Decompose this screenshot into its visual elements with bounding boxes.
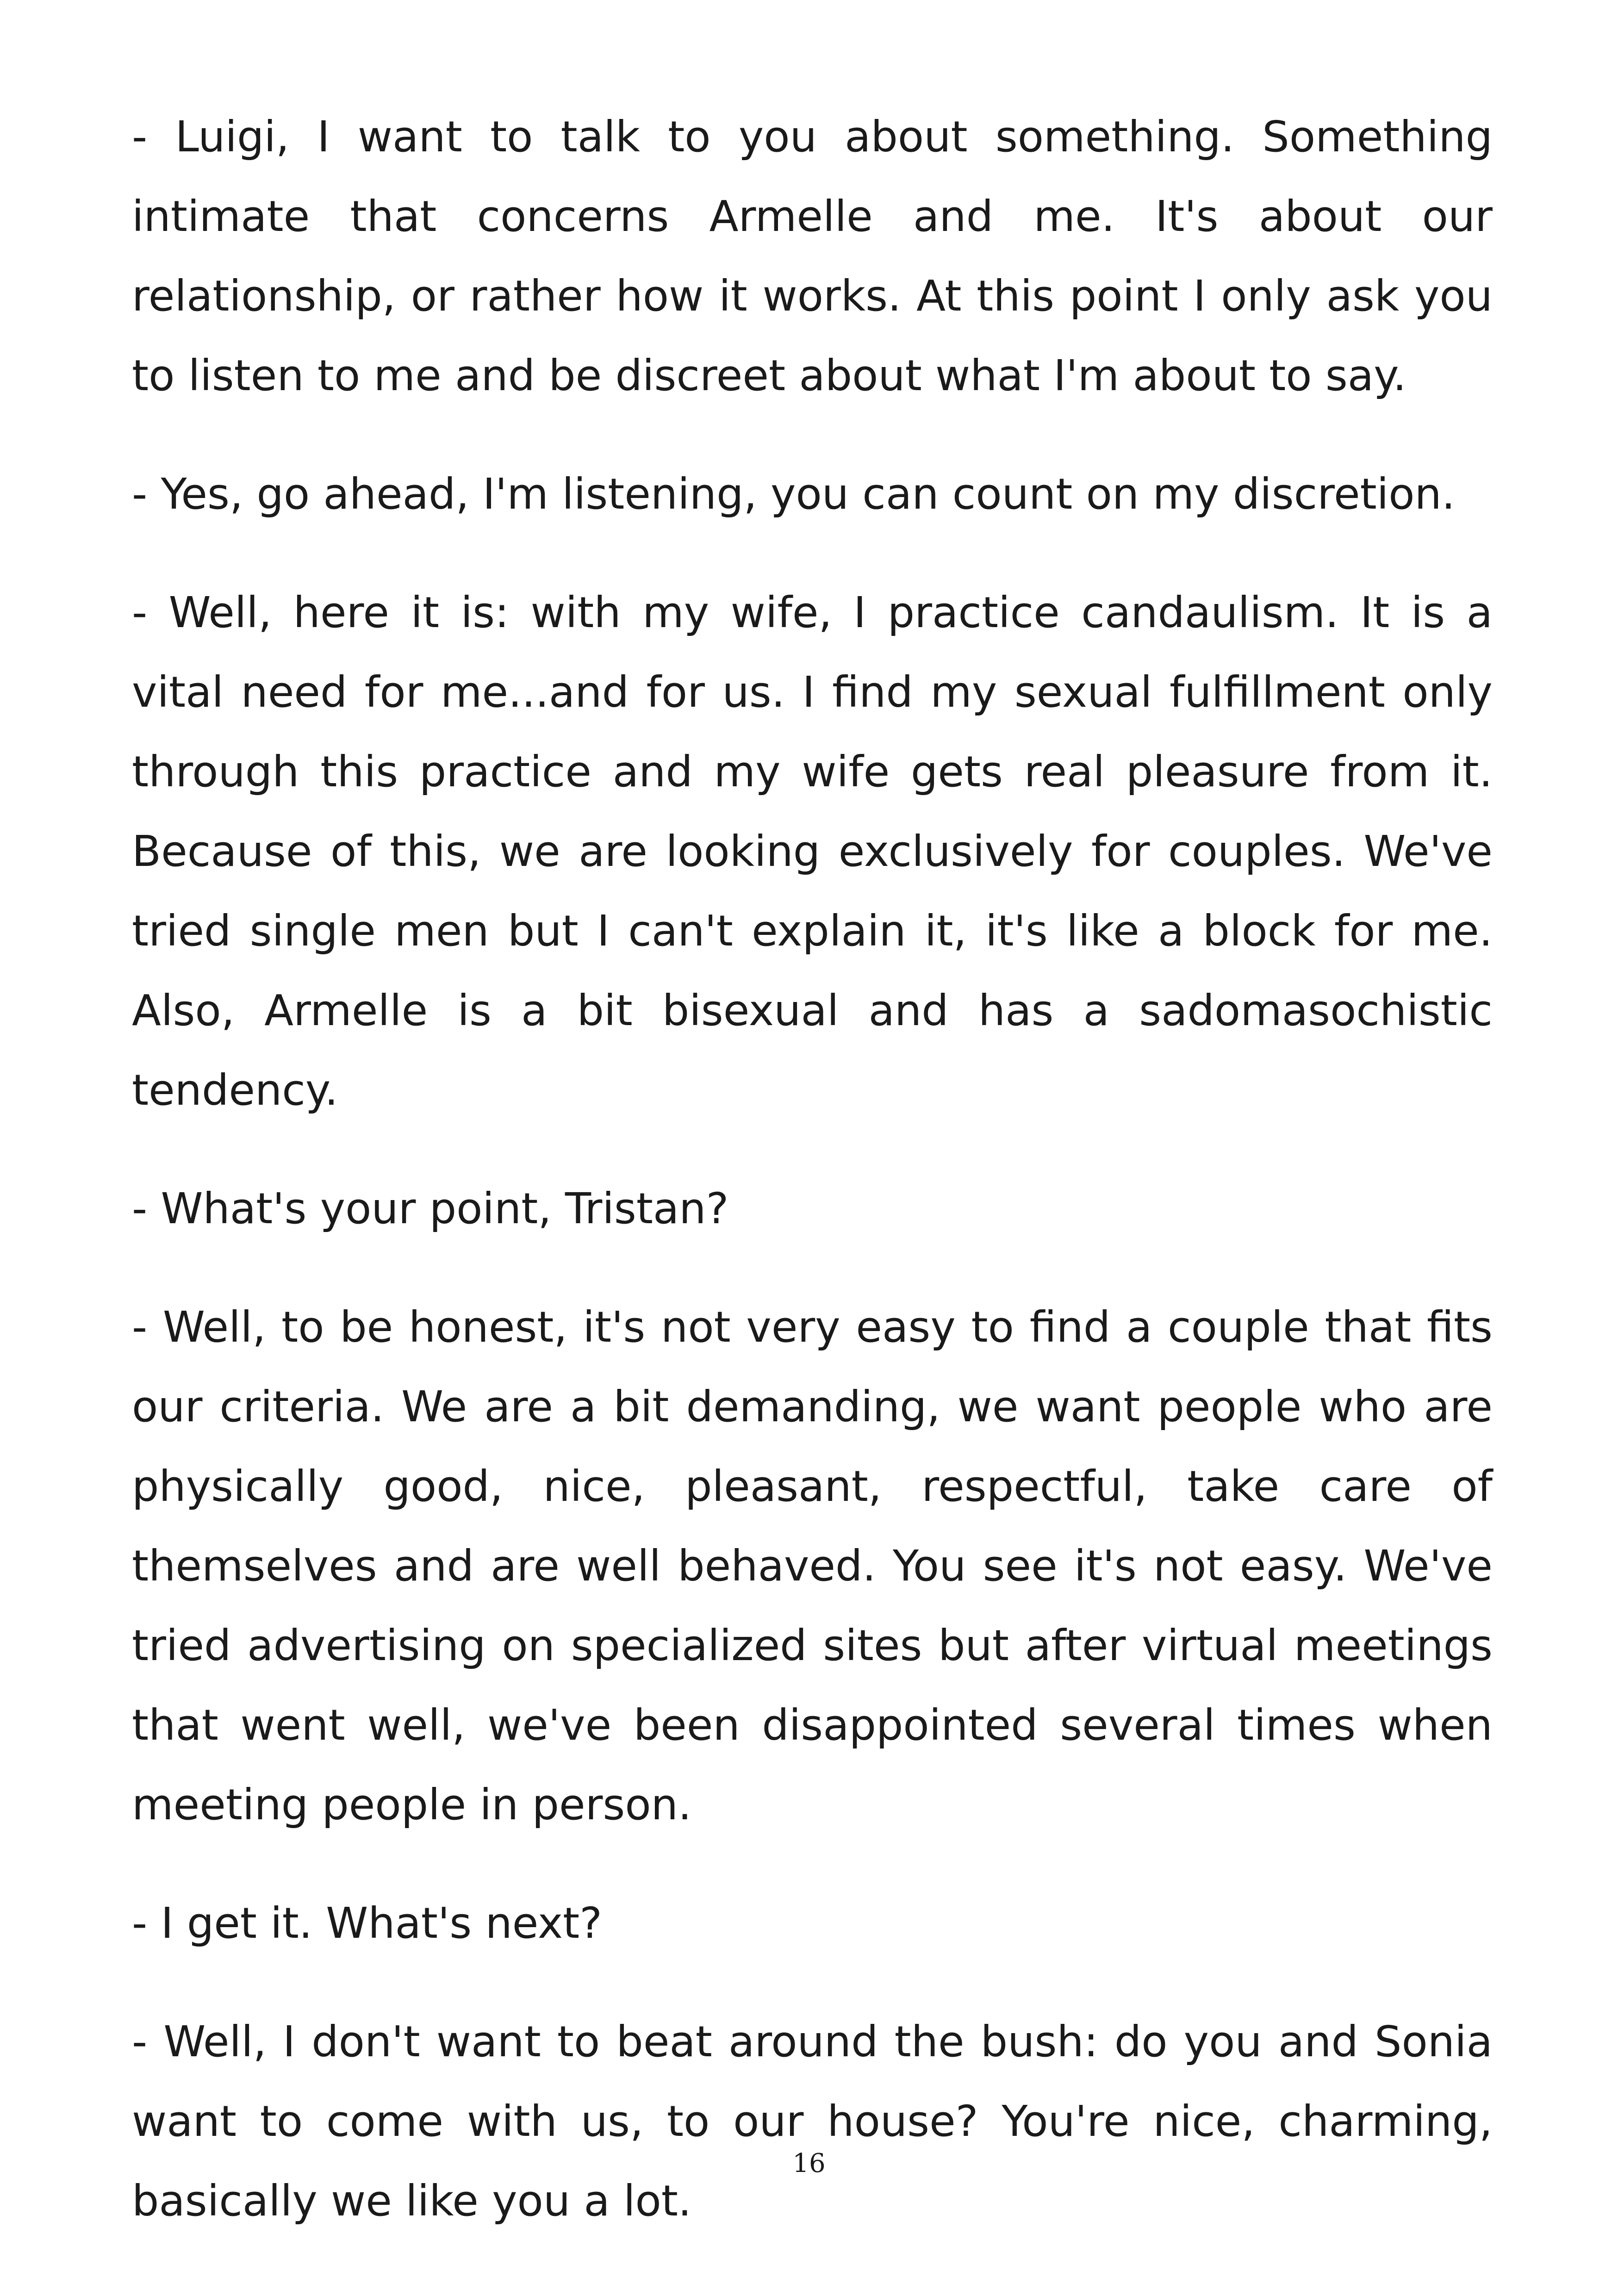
dialogue-paragraph: - Well, to be honest, it's not very easy to find a couple that fits our criteria. We are a bit demanding, we want people who are physically good, nice, pleasant, respectful, take care of themselves and are well behaved. You see it's not easy. We've tried advertising on specialized sites but after virtual meetings that went well, we've been disappointed several times when meeting people in person. bbox=[132, 1302, 1493, 1829]
dialogue-paragraph: - Well, I don't want to beat around the bush: do you and Sonia want to come with us, to our house? You're nice, charming, basically we like you a lot. bbox=[132, 2017, 1493, 2226]
dialogue-paragraph: - Luigi, I want to talk to you about something. Something intimate that concerns Armelle and me. It's about our relationship, or rather how it works. At this point I only ask you to listen to me and be discreet about what I'm about to say. bbox=[132, 112, 1493, 400]
page-number: 16 bbox=[792, 2148, 826, 2178]
dialogue-paragraph: - Yes, go ahead, I'm listening, you can count on my discretion. bbox=[132, 469, 1456, 519]
dialogue-paragraph: - What's your point, Tristan? bbox=[132, 1184, 729, 1233]
body-text bbox=[132, 97, 1493, 2280]
dialogue-paragraph: - I get it. What's next? bbox=[132, 1898, 603, 1948]
dialogue-paragraph: - Well, here it is: with my wife, I practice candaulism. It is a vital need for me...and for us. I find my sexual fulfillment only through this practice and my wife gets real pleasure from it. Because of this, we are looking exclusively for couples. We've tried single men but I can't explain it, it's like a block for me. Also, Armelle is a bit bisexual and has a sadomasochistic tendency. bbox=[132, 588, 1493, 1115]
